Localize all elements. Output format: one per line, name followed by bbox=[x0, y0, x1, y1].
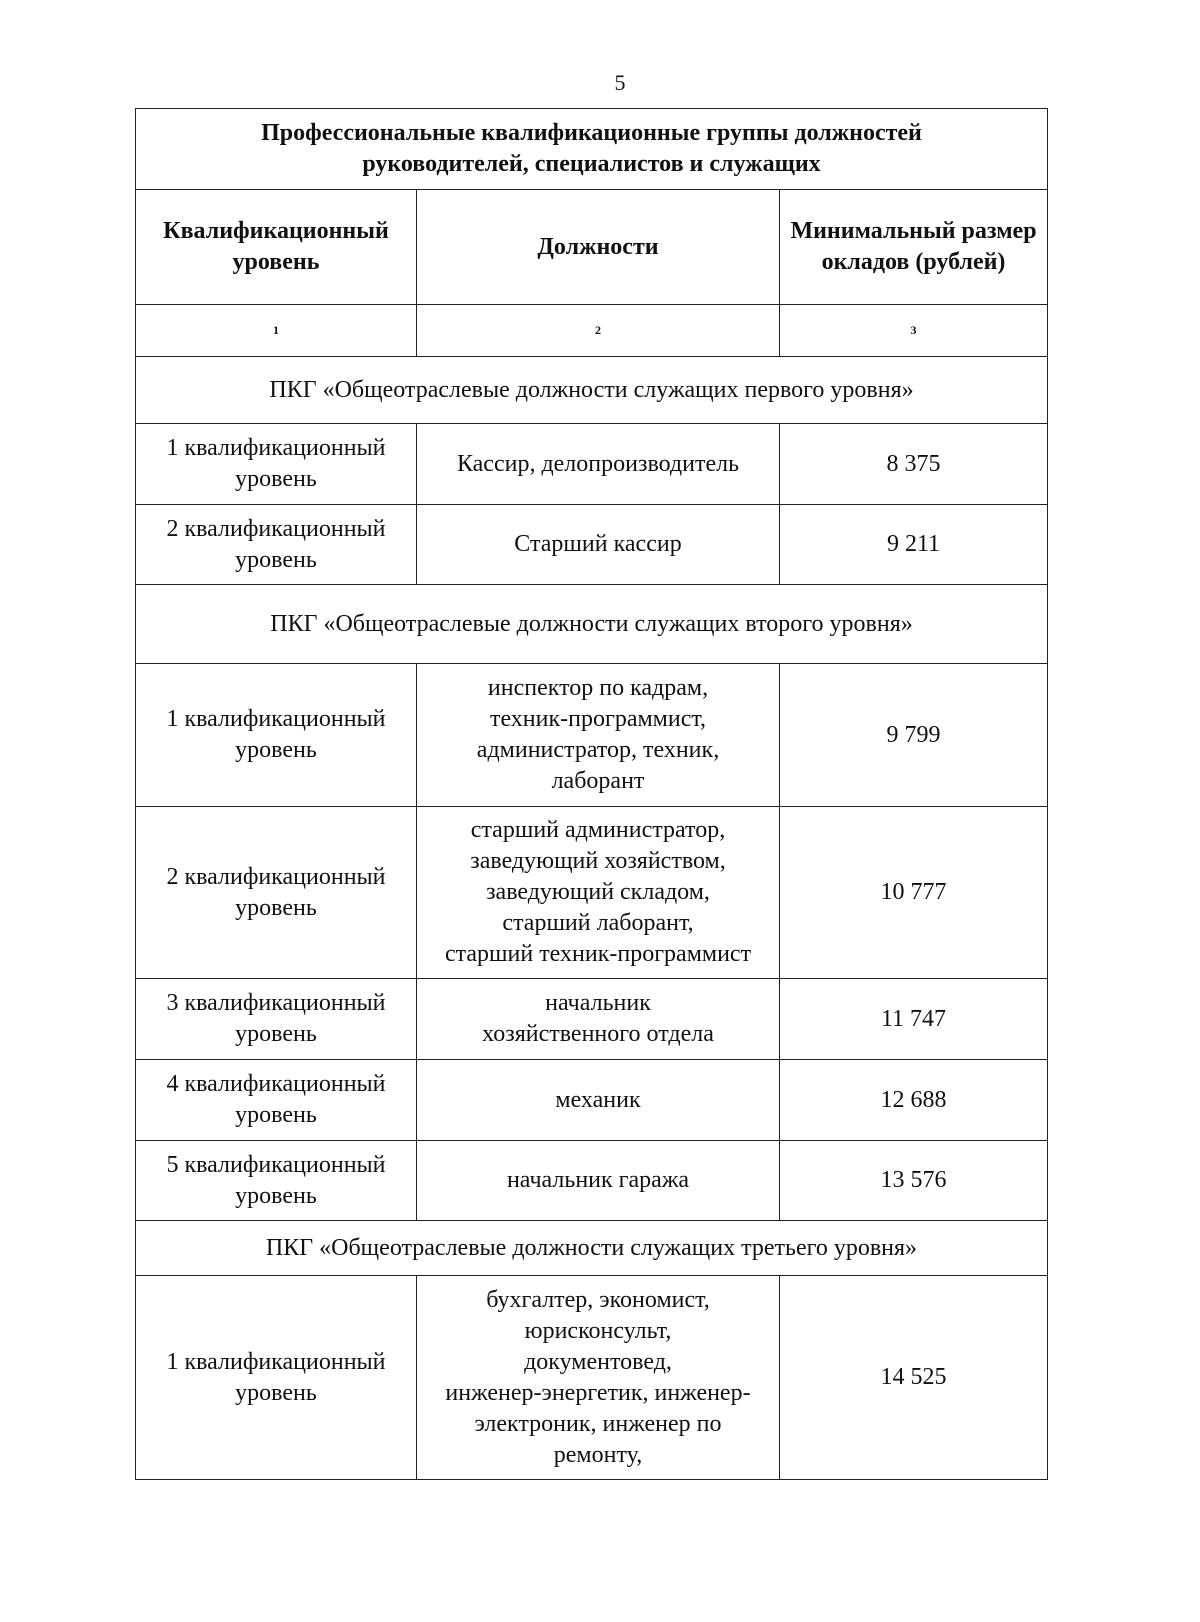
header-positions: Должности bbox=[417, 190, 780, 305]
positions-cell: начальник хозяйственного отдела bbox=[417, 979, 780, 1060]
positions-cell: механик bbox=[417, 1060, 780, 1141]
group-title: ПКГ «Общеотраслевые должности служащих первого уровня» bbox=[136, 357, 1048, 424]
positions-cell: Кассир, делопроизводитель bbox=[417, 424, 780, 505]
column-number-2: 2 bbox=[417, 305, 780, 357]
salary-cell: 9 799 bbox=[780, 664, 1048, 807]
group-title: ПКГ «Общеотраслевые должности служащих третьего уровня» bbox=[136, 1221, 1048, 1276]
level-cell: 5 квалификационный уровень bbox=[136, 1141, 417, 1221]
group-title: ПКГ «Общеотраслевые должности служащих второго уровня» bbox=[136, 585, 1048, 664]
level-cell: 1 квалификационный уровень bbox=[136, 664, 417, 807]
positions-cell: начальник гаража bbox=[417, 1141, 780, 1221]
table-title: Профессиональные квалификационные группы должностей руководителей, специалистов и служащих bbox=[136, 109, 1048, 190]
salary-cell: 9 211 bbox=[780, 505, 1048, 585]
level-cell: 1 квалификационный уровень bbox=[136, 1276, 417, 1480]
positions-cell: инспектор по кадрам, техник-программист, администратор, техник, лаборант bbox=[417, 664, 780, 807]
page-number: 5 bbox=[614, 70, 626, 95]
salary-table bbox=[135, 108, 1048, 1480]
positions-cell: Старший кассир bbox=[417, 505, 780, 585]
level-cell: 4 квалификационный уровень bbox=[136, 1060, 417, 1141]
positions-cell: бухгалтер, экономист, юрисконсульт, документовед, инженер-энергетик, инженер- электроник, инженер по ремонту, bbox=[417, 1276, 780, 1480]
column-number-1: 1 bbox=[136, 305, 417, 357]
header-salary: Минимальный размер окладов (рублей) bbox=[780, 190, 1048, 305]
salary-cell: 13 576 bbox=[780, 1141, 1048, 1221]
level-cell: 1 квалификационный уровень bbox=[136, 424, 417, 505]
level-cell: 2 квалификационный уровень bbox=[136, 505, 417, 585]
level-cell: 3 квалификационный уровень bbox=[136, 979, 417, 1060]
column-number-3: 3 bbox=[780, 305, 1048, 357]
positions-cell: старший администратор, заведующий хозяйством, заведующий складом, старший лаборант, старший техник-программист bbox=[417, 807, 780, 979]
level-cell: 2 квалификационный уровень bbox=[136, 807, 417, 979]
header-level: Квалификационный уровень bbox=[136, 190, 417, 305]
salary-cell: 8 375 bbox=[780, 424, 1048, 505]
salary-cell: 12 688 bbox=[780, 1060, 1048, 1141]
salary-cell: 14 525 bbox=[780, 1276, 1048, 1480]
salary-cell: 10 777 bbox=[780, 807, 1048, 979]
salary-cell: 11 747 bbox=[780, 979, 1048, 1060]
